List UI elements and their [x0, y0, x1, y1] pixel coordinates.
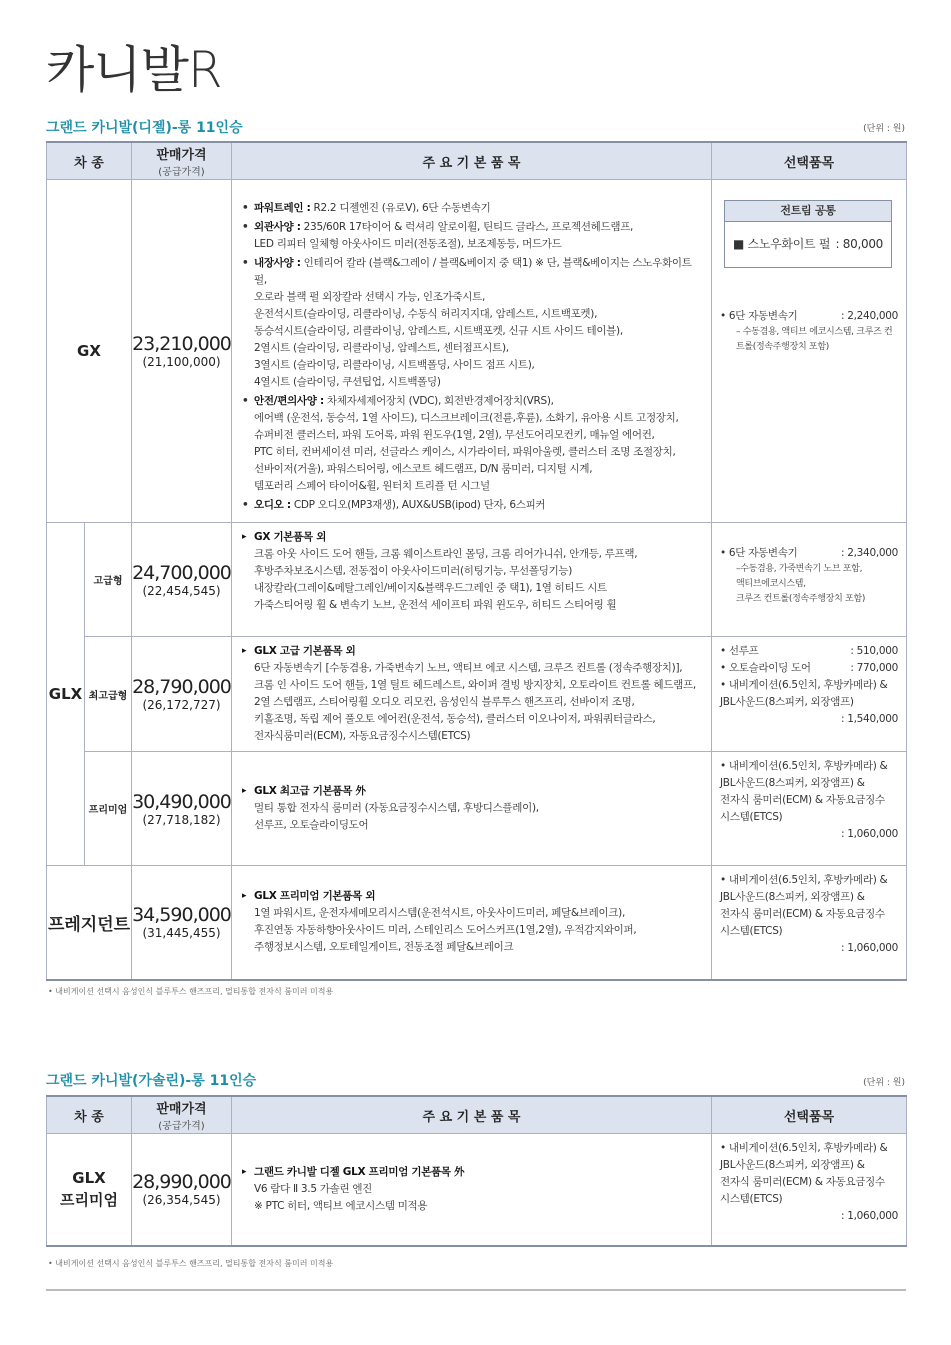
divider	[46, 1289, 906, 1291]
common-option-price: : 80,000	[835, 237, 883, 251]
features-text: V6 람다 Ⅱ 3.5 가솔린 엔진 ※ PTC 히터, 액티브 에코시스템 미적용	[254, 1182, 428, 1212]
feature-label: 외관사양 :	[254, 221, 301, 233]
price-cell	[132, 637, 232, 752]
header-options: 선택품목	[712, 142, 907, 180]
options-cell	[712, 523, 907, 637]
features-head: ▸ GX 기본품목 외	[242, 529, 703, 546]
header-model: 차 종	[47, 1096, 132, 1134]
header-features: 주 요 기 본 품 목	[232, 142, 712, 180]
table-row	[47, 180, 907, 523]
feature-label: 파워트레인 :	[254, 202, 311, 214]
option-row	[720, 660, 898, 677]
option-price: : 510,000	[850, 645, 898, 657]
features-cell	[232, 1134, 712, 1246]
supply-price: (26,354,545)	[142, 1193, 221, 1208]
sale-price: 28,790,000	[132, 676, 231, 698]
section-title-diesel: 그랜드 카니발(디젤)-롱 11인승	[46, 120, 243, 136]
features-cell	[232, 637, 712, 752]
table-row	[47, 866, 907, 980]
page-title: 카니발R	[46, 41, 222, 99]
option-price: : 1,060,000	[840, 828, 898, 840]
sale-price: 24,700,000	[132, 561, 231, 584]
unit-label: (단위 : 원)	[863, 124, 905, 134]
model-president: 프레지던트	[47, 866, 132, 980]
header-price-sub: (공급가격)	[158, 167, 205, 178]
trim-glx-premium: 프리미엄	[85, 752, 132, 866]
price-table-diesel	[46, 141, 907, 981]
price-cell	[132, 1134, 232, 1246]
features-list	[242, 200, 703, 514]
option-item: • 선루프	[720, 645, 759, 657]
option-item: • 내비게이션(6.5인치, 후방카메라) & JBL사운드(8스피커, 외장앰프) & 전자식 룸미러(ECM) & 자동요금징수 시스템(ETCS)	[720, 1142, 888, 1205]
option-item: • 내비게이션(6.5인치, 후방카메라) & JBL사운드(8스피커, 외장앰프) & 전자식 룸미러(ECM) & 자동요금징수 시스템(ETCS)	[720, 760, 888, 823]
option-item: • 6단 자동변속기	[720, 310, 798, 322]
header-price-label: 판매가격	[156, 148, 207, 163]
feature-text: CDP 오디오(MP3재생), AUX&USB(ipod) 단자, 6스피커	[290, 499, 546, 511]
features-cell	[232, 523, 712, 637]
sale-price: 23,210,000	[132, 333, 231, 355]
header-options: 선택품목	[712, 1096, 907, 1134]
common-option-item: ■ 스노우화이트 펄	[733, 237, 831, 251]
option-price: : 1,540,000	[840, 713, 898, 725]
table-row	[47, 1134, 907, 1246]
features-head: ▸ 그랜드 카니발 디젤 GLX 프리미엄 기본품목 外	[242, 1164, 703, 1181]
header-price	[132, 1096, 232, 1134]
table-header-row	[47, 142, 907, 180]
footnote-diesel: • 내비게이션 선택시 음성인식 블루투스 핸즈프리, 멀티통합 전자식 룸미러 미적용	[48, 987, 334, 996]
option-item: • 내비게이션(6.5인치, 후방카메라) & JBL사운드(8스피커, 외장앰프) & 전자식 룸미러(ECM) & 자동요금징수 시스템(ETCS)	[720, 874, 888, 937]
option-item: • 6단 자동변속기	[720, 547, 798, 559]
price-cell	[132, 752, 232, 866]
unit-label: (단위 : 원)	[863, 1078, 905, 1088]
model-gx: GX	[47, 180, 132, 523]
supply-price: (21,100,000)	[142, 355, 221, 369]
option-row	[720, 643, 898, 660]
feature-label: 내장사양 :	[254, 257, 301, 269]
features-head: ▸ GLX 고급 기본품목 외	[242, 643, 703, 660]
features-cell	[232, 866, 712, 980]
option-price: : 2,340,000	[840, 547, 898, 559]
footnote-gasoline: • 내비게이션 선택시 음성인식 블루투스 핸즈프리, 멀티통합 전자식 룸미러 미적용	[48, 1259, 334, 1268]
option-row	[720, 545, 898, 562]
features-text: 1열 파워시트, 운전자세메모리시스템(운전석시트, 아웃사이드미러, 페달&브레이크), 후진연동 자동하향아웃사이드 미러, 스테인리스 도어스커프(1열,2열), 우적감지와이퍼, 주행정보시스템, 오토테일게이트, 전동조절 페달&브레이크	[254, 907, 637, 954]
features-cell	[232, 752, 712, 866]
common-options-title: 전트림 공통	[725, 201, 891, 222]
table-row	[47, 523, 907, 637]
trim-glx-high: 고급형	[85, 523, 132, 637]
options-cell	[712, 637, 907, 752]
features-head: ▸ GLX 최고급 기본품목 外	[242, 783, 703, 800]
price-table-gasoline	[46, 1095, 907, 1247]
common-option-row	[725, 222, 891, 267]
features-text: 6단 자동변속기 [수동겸용, 가죽변속기 노브, 액티브 에코 시스템, 크루즈 컨트롤 (정속주행장치)], 크롬 인 사이드 도어 핸들, 1열 틸트 헤드레스트, 와이퍼 결빙 방지장치, 오토라이트 컨트롤 헤드램프, 2열 스텝램프, 스티어링휠 오디오 리모컨, 음성인식 블루투스 핸즈프리, 선바이저 조명, 키홀조명, 독립 제어 풀오토 에어컨(운전석, 동승석), 클러스터 이오나이저, 파워쿼터글라스, 전자식룸미러(ECM), 자동요금징수시스템(ETCS)	[254, 662, 696, 742]
feature-item	[242, 200, 703, 217]
header-price-sub: (공급가격)	[158, 1121, 205, 1132]
feature-item	[242, 219, 703, 253]
header-price	[132, 142, 232, 180]
option-price: : 1,060,000	[840, 1210, 898, 1222]
model-line: GLX	[72, 1169, 106, 1188]
options-cell	[712, 866, 907, 980]
header-features: 주 요 기 본 품 목	[232, 1096, 712, 1134]
table-row	[47, 752, 907, 866]
feature-label: 안전/편의사양 :	[254, 395, 324, 407]
feature-item	[242, 255, 703, 391]
header-model: 차 종	[47, 142, 132, 180]
option-price: : 770,000	[850, 662, 898, 674]
supply-price: (22,454,545)	[142, 583, 221, 598]
sale-price: 34,590,000	[132, 904, 231, 927]
supply-price: (27,718,182)	[142, 812, 221, 827]
price-cell	[132, 866, 232, 980]
feature-text: R2.2 디젤엔진 (유로V), 6단 수동변속기	[310, 202, 491, 214]
options-cell	[712, 180, 907, 523]
options-cell	[712, 1134, 907, 1246]
feature-label: 오디오 :	[254, 499, 291, 511]
option-row	[720, 308, 898, 325]
table-row	[47, 637, 907, 752]
table-header-row	[47, 1096, 907, 1134]
feature-text: 차체자세제어장치 (VDC), 회전반경제어장치(VRS), 에어백 (운전석, 동승석, 1열 사이드), 디스크브레이크(전륜,후륜), 소화기, 유아용 시트 고정장치, 슈퍼비전 클러스터, 파워 도어록, 파워 윈도우(1열, 2열), 무선도어리모컨키, 매뉴얼 에어컨, PTC 히터, 컨버세이션 미러, 선글라스 케이스, 시가라이터, 파워아울렛, 클러스터 조명 조절장치, 선바이저(거울), 파워스티어링, 에스코트 헤드램프, D/N 룸미러, 디지털 시계, 템포러리 스페어 타이어&휠, 원터치 트리플 턴 시그널	[254, 395, 679, 492]
supply-price: (31,445,455)	[142, 926, 221, 941]
option-item: • 오토슬라이딩 도어	[720, 662, 811, 674]
feature-item	[242, 497, 703, 514]
model-glx: GLX	[47, 523, 85, 866]
supply-price: (26,172,727)	[142, 698, 221, 712]
trim-glx-top: 최고급형	[85, 637, 132, 752]
sale-price: 28,990,000	[132, 1171, 231, 1194]
option-note: –수동겸용, 가죽변속기 노브 포함, 액티브에코시스템, 크루즈 컨트롤(정속주행장치 포함)	[736, 564, 866, 604]
options-cell	[712, 752, 907, 866]
model-line: 프리미엄	[60, 1191, 118, 1210]
section-title-gasoline: 그랜드 카니발(가솔린)-롱 11인승	[46, 1073, 257, 1089]
feature-item	[242, 393, 703, 495]
price-cell	[132, 180, 232, 523]
price-cell	[132, 523, 232, 637]
option-price: : 1,060,000	[840, 942, 898, 954]
feature-text: 인테리어 칼라 (블랙&그레이 / 블랙&베이지 중 택1) ※ 단, 블랙&베이지는 스노우화이트펄, 오로라 블랙 펄 외장칼라 선택시 가능, 인조가죽시트, 운전석시트(슬라이딩, 리클라이닝, 수동식 허리지지대, 암레스트, 시트백포켓), 동승석시트(슬라이딩, 리클라이닝, 암레스트, 시트백포켓, 신규 시트 사이드 테이블), 2열시트 (슬라이딩, 리클라이닝, 암레스트, 센터점프시트), 3열시트 (슬라이딩, 리클라이닝, 시트백폴딩, 사이드 점프 시트), 4열시트 (슬라이딩, 쿠션팁업, 시트백폴딩)	[254, 257, 692, 388]
common-options-box	[724, 200, 892, 268]
features-cell	[232, 180, 712, 523]
features-head: ▸ GLX 프리미엄 기본품목 외	[242, 888, 703, 905]
option-item: • 내비게이션(6.5인치, 후방카메라) & JBL사운드(8스피커, 외장앰프)	[720, 679, 888, 708]
option-price: : 2,240,000	[840, 310, 898, 322]
option-note: – 수동겸용, 액티브 에코시스템, 크루즈 컨 트롤(정속주행장치 포함)	[736, 327, 893, 352]
model-glx-premium	[47, 1134, 132, 1246]
header-price-label: 판매가격	[156, 1102, 207, 1117]
feature-text: 235/60R 17타이어 & 럭셔리 알로이휠, 틴티드 글라스, 프로젝션헤드램프, LED 리피터 일체형 아웃사이드 미러(전동조절), 보조제동등, 머드가드	[254, 221, 634, 250]
features-text: 멀티 통합 전자식 룸미러 (자동요금징수시스템, 후방디스플레이), 선루프, 오토슬라이딩도어	[254, 802, 539, 831]
sale-price: 30,490,000	[132, 790, 231, 813]
features-text: 크롬 아웃 사이드 도어 핸들, 크롬 웨이스트라인 몰딩, 크롬 리어가니쉬, 안개등, 루프랙, 후방주차보조시스템, 전동접이 아웃사이드미러(히팅기능, 무선폴딩기능) 내장칼라(그레이&메탈그레인/베이지&블랙우드그레인 중 택1), 1열 히티드 시트 가죽스티어링 휠 & 변속기 노브, 운전석 세이프티 파워 윈도우, 히티드 스티어링 휠	[254, 548, 638, 611]
